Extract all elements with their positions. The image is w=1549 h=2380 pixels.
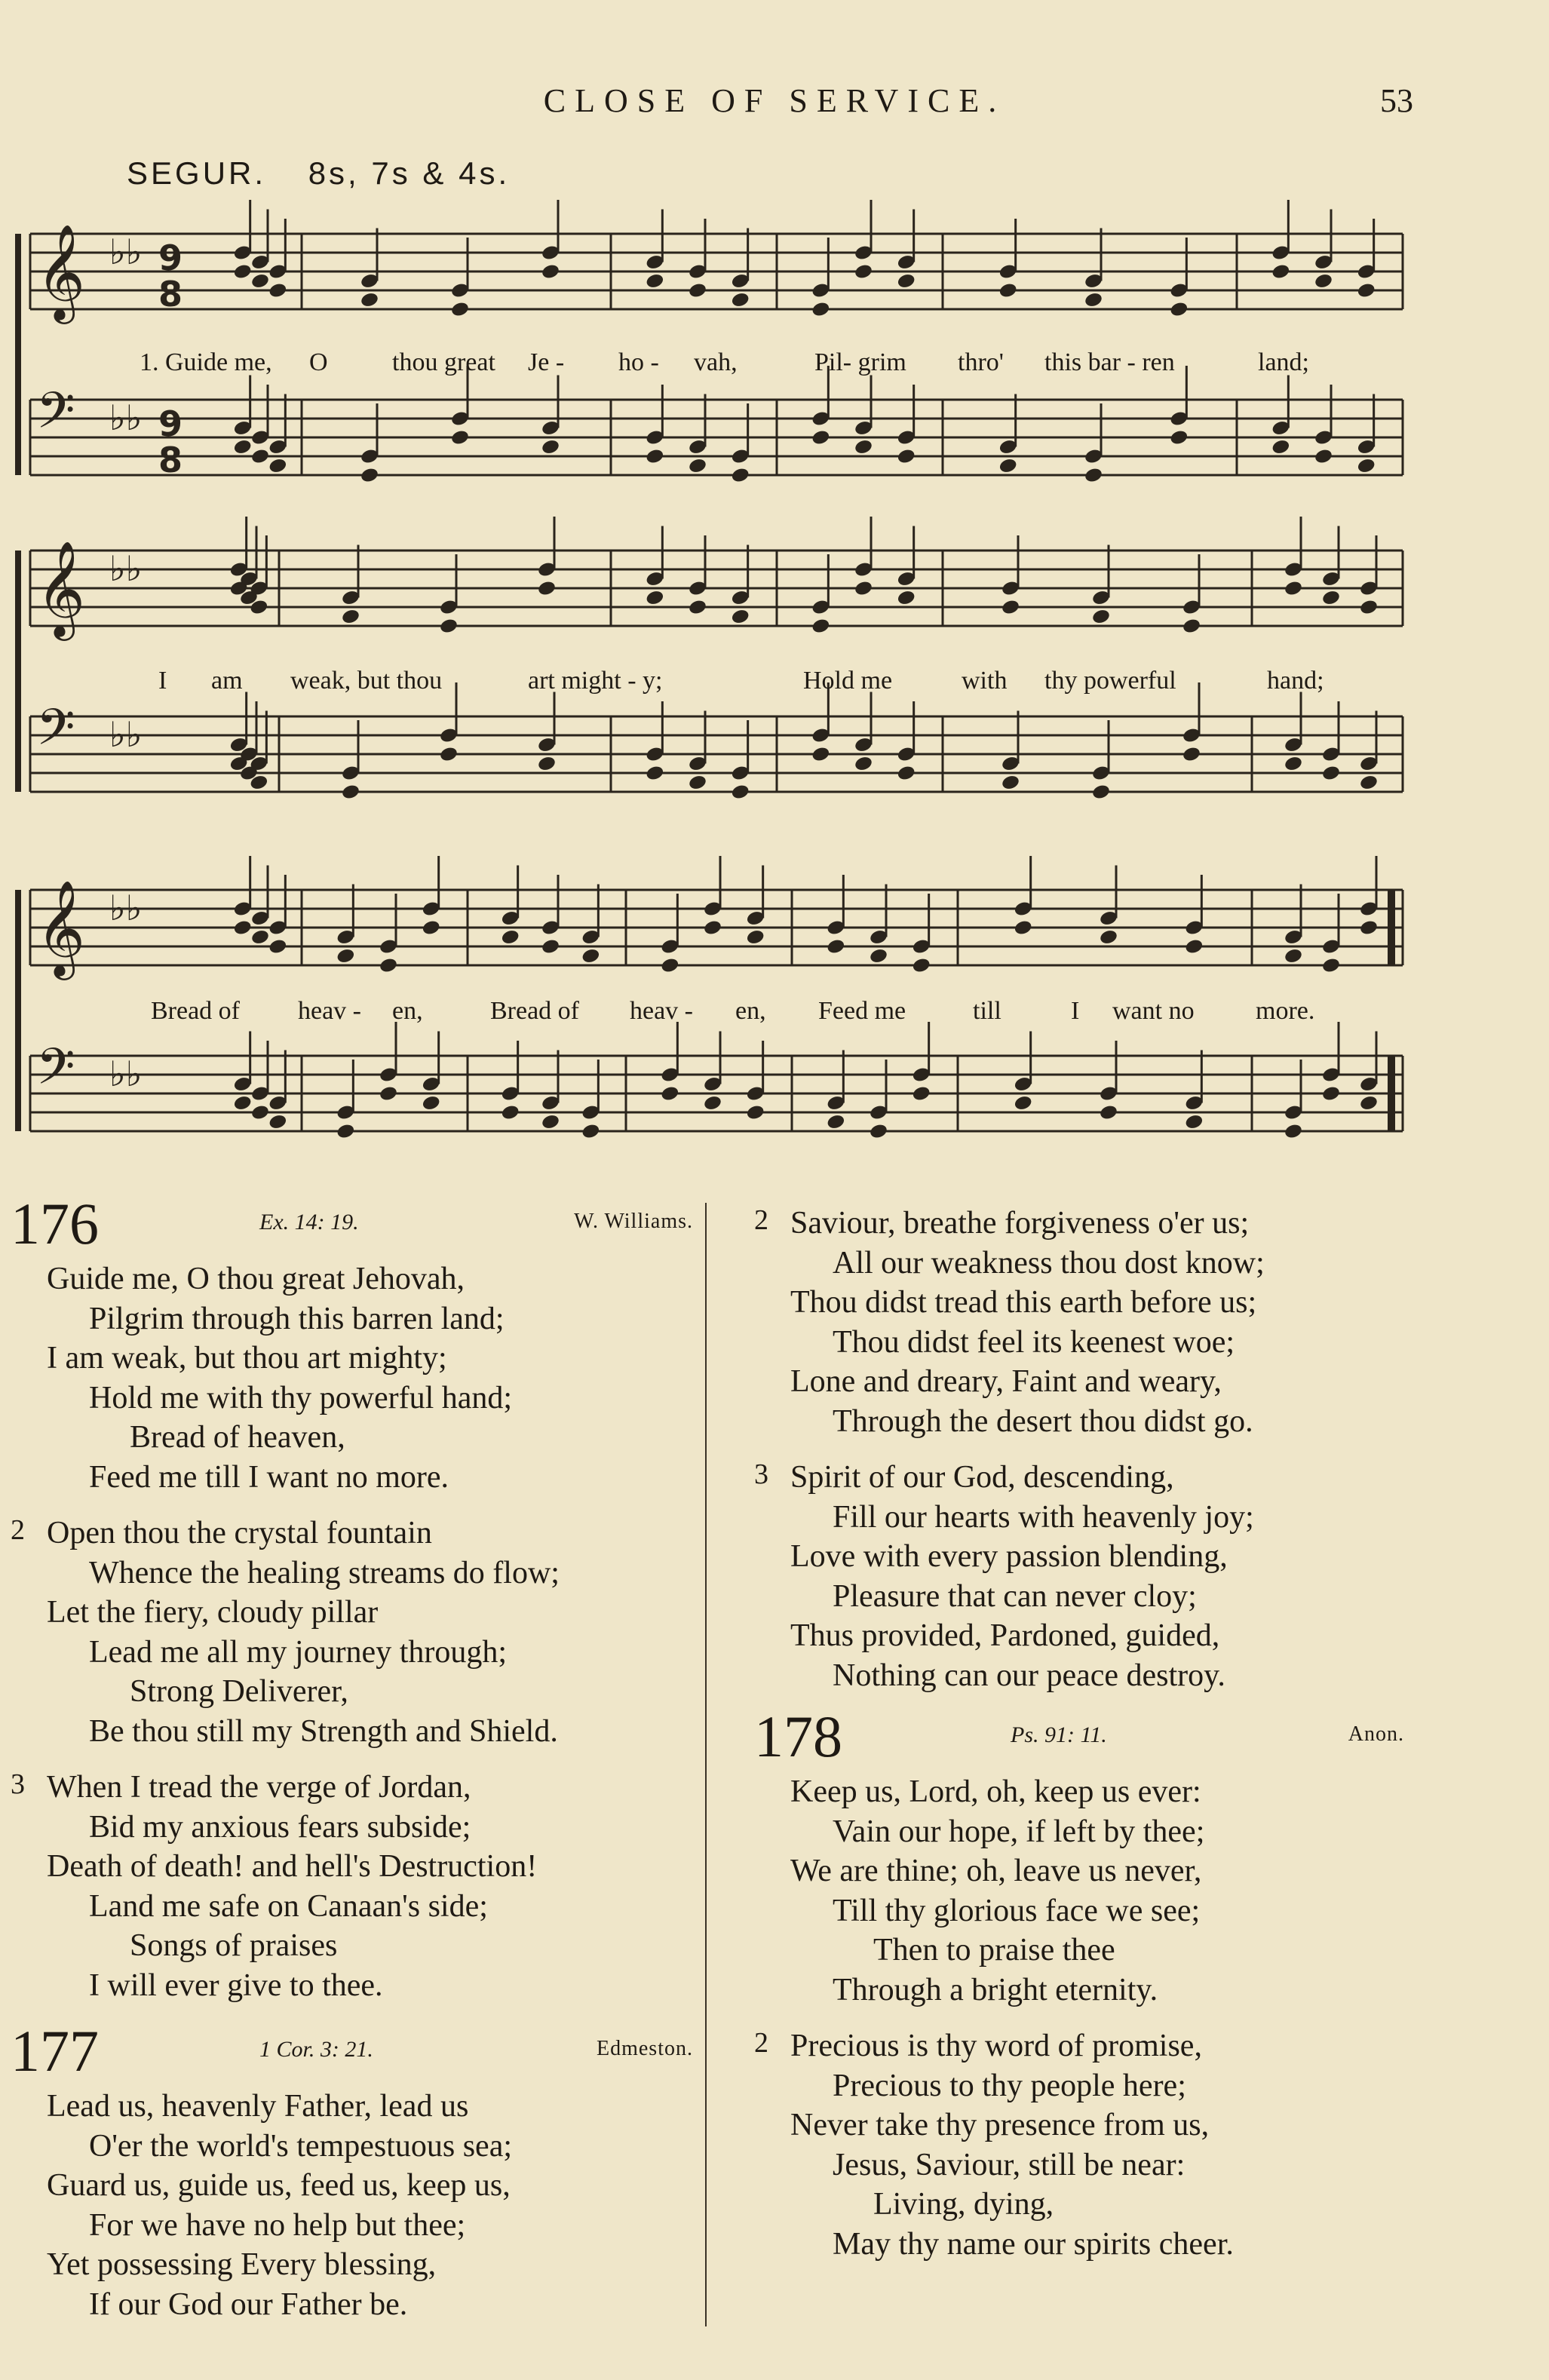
scripture-reference: 1 Cor. 3: 21.: [259, 2037, 373, 2062]
verse-line: Spirit of our God, descending,: [790, 1460, 1174, 1495]
note-head: [1284, 947, 1303, 965]
verse-line: Be thou still my Strength and Shield.: [89, 1713, 558, 1749]
note-head: [1359, 1094, 1379, 1112]
note-head: [537, 755, 557, 772]
note-head: [998, 282, 1018, 299]
bass-clef-icon: 𝄢: [36, 382, 75, 452]
note-head: [645, 448, 664, 465]
lyric-syllable: I: [1071, 997, 1080, 1025]
verse-line: Bid my anxious fears subside;: [89, 1809, 471, 1845]
note-head: [501, 1104, 520, 1121]
final-bar-line: [1388, 890, 1395, 965]
verse-line: Feed me till I want no more.: [89, 1459, 449, 1495]
verse-line: We are thine; oh, leave us never,: [790, 1854, 1202, 1888]
note-head: [854, 755, 873, 772]
verse-line: Death of death! and hell's Destruction!: [47, 1849, 538, 1884]
verse: [11, 1768, 693, 2005]
hymn-number: 177: [11, 2018, 99, 2084]
note-head: [912, 1085, 931, 1103]
verse-line: O'er the world's tempestuous sea;: [89, 2128, 513, 2164]
verse-line: Keep us, Lord, oh, keep us ever:: [790, 1774, 1201, 1809]
lyric-syllable: thro': [958, 348, 1004, 376]
note-head: [688, 282, 707, 299]
verse-line: Whence the healing streams do flow;: [89, 1555, 560, 1590]
note-head: [1014, 919, 1033, 937]
note-head: [541, 938, 560, 955]
lyric-syllable: weak, but thou: [290, 667, 443, 695]
treble-clef-icon: 𝄞: [36, 879, 86, 976]
verse-line: Vain our hope, if left by thee;: [833, 1814, 1205, 1849]
note-head: [660, 1085, 679, 1103]
note-head: [1184, 938, 1204, 955]
verse-line: Open thou the crystal fountain: [47, 1516, 432, 1550]
verse-line: Then to praise thee: [873, 1933, 1115, 1967]
lyric-syllable: Pil- grim: [814, 348, 906, 376]
key-signature-icon: ♭♭: [109, 397, 143, 438]
note-head: [1099, 1104, 1118, 1121]
note-head: [268, 938, 287, 955]
note-head: [645, 765, 664, 782]
verse-number: 2: [754, 1204, 768, 1236]
note-head: [1359, 919, 1379, 937]
verse-line: Through a bright eternity.: [833, 1972, 1158, 2007]
note-head: [688, 599, 707, 616]
lyric-syllable: with: [962, 667, 1008, 695]
note-head: [1359, 774, 1379, 791]
note-head: [250, 928, 270, 946]
note-head: [1321, 1085, 1341, 1103]
verse-line: Through the desert thou didst go.: [833, 1403, 1253, 1439]
verse-line: Nothing can our peace destroy.: [833, 1658, 1225, 1693]
note-head: [379, 957, 398, 974]
note-head: [1091, 784, 1111, 801]
verse: [754, 1772, 1404, 2010]
lyric-row: [0, 348, 1549, 383]
verse-number: 3: [11, 1768, 25, 1800]
hymn-header: [11, 1191, 693, 1259]
note-head: [1321, 957, 1341, 974]
note-head: [731, 291, 750, 308]
note-head: [1084, 291, 1103, 308]
key-signature-icon: ♭♭: [109, 714, 143, 755]
time-signature-icon: 8: [158, 440, 183, 480]
verse-line: Let the fiery, cloudy pillar: [47, 1595, 379, 1630]
lyric-row: [0, 667, 1549, 701]
note-head: [439, 618, 459, 635]
note-head: [826, 938, 845, 955]
lyric-syllable: I: [158, 667, 167, 695]
lyric-syllable: till: [973, 997, 1001, 1025]
note-head: [250, 448, 270, 465]
note-head: [826, 1113, 845, 1130]
note-head: [854, 438, 873, 455]
scripture-reference: Ex. 14: 19.: [259, 1210, 359, 1234]
note-head: [731, 467, 750, 484]
note-head: [688, 457, 707, 474]
verse: [754, 1458, 1404, 1695]
verse-line: When I tread the verge of Jordan,: [47, 1770, 471, 1805]
scripture-reference: Ps. 91: 11.: [1011, 1722, 1107, 1747]
lyric-syllable: heav -: [630, 997, 694, 1025]
verse-line: Living, dying,: [873, 2187, 1054, 2222]
lyric-syllable: more.: [1256, 997, 1315, 1025]
note-head: [537, 580, 557, 597]
lyric-syllable: art might - y;: [528, 667, 663, 695]
key-signature-icon: ♭♭: [109, 548, 143, 589]
verse-line: Pleasure that can never cloy;: [833, 1578, 1197, 1614]
note-head: [581, 1123, 600, 1140]
note-head: [233, 438, 253, 455]
key-signature-icon: ♭♭: [109, 1054, 143, 1094]
lyric-syllable: Bread of: [151, 997, 241, 1025]
left-column: [11, 1191, 693, 2341]
page-number: 53: [1380, 82, 1413, 119]
lyric-row: [0, 997, 1549, 1032]
verse-line: All our weakness thou dost know;: [833, 1245, 1265, 1280]
verse-line: Hold me with thy powerful hand;: [89, 1380, 513, 1415]
note-head: [341, 608, 360, 625]
note-head: [439, 746, 459, 763]
note-head: [897, 448, 916, 465]
note-head: [336, 947, 355, 965]
verse-line: Guard us, guide us, feed us, keep us,: [47, 2168, 511, 2203]
note-head: [336, 1123, 355, 1140]
lyric-syllable: vah,: [694, 348, 738, 376]
lyric-syllable: O: [309, 348, 328, 376]
lyric-syllable: ho -: [618, 348, 659, 376]
time-signature-icon: 8: [158, 274, 183, 314]
note-head: [501, 928, 520, 946]
verse-line: Lone and dreary, Faint and weary,: [790, 1364, 1222, 1399]
verse-line: May thy name our spirits cheer.: [833, 2226, 1234, 2262]
note-head: [854, 580, 873, 597]
verse-line: Strong Deliverer,: [130, 1674, 348, 1709]
note-head: [541, 263, 560, 281]
verse-line: Bread of heaven,: [130, 1420, 345, 1455]
note-head: [912, 957, 931, 974]
verse: [754, 2026, 1404, 2264]
note-head: [1271, 438, 1290, 455]
verse-line: Love with every passion blending,: [790, 1539, 1228, 1574]
lyric-syllable: Feed me: [818, 997, 906, 1025]
note-head: [660, 957, 679, 974]
note-head: [869, 1123, 888, 1140]
note-head: [233, 1094, 253, 1112]
note-head: [1001, 774, 1020, 791]
verse-line: Precious to thy people here;: [833, 2068, 1186, 2103]
verse-number: 2: [11, 1514, 25, 1546]
verse-line: Lead me all my journey through;: [89, 1634, 508, 1670]
verse-line: Yet possessing Every blessing,: [47, 2247, 437, 2282]
time-signature-icon: 9: [158, 238, 183, 278]
tune-meter: 8s, 7s & 4s.: [308, 155, 511, 191]
note-head: [1284, 580, 1303, 597]
verse-line: Pilgrim through this barren land;: [89, 1301, 505, 1336]
bass-clef-icon: 𝄢: [36, 698, 75, 768]
hymn-author: Edmeston.: [597, 2037, 693, 2060]
note-head: [897, 272, 916, 290]
lyric-syllable: Je -: [528, 348, 565, 376]
note-head: [341, 784, 360, 801]
verse: [11, 1514, 693, 1751]
verse-line: Thus provided, Pardoned, guided,: [790, 1618, 1220, 1653]
note-head: [998, 457, 1018, 474]
note-head: [1014, 1094, 1033, 1112]
note-head: [1359, 599, 1379, 616]
note-head: [233, 919, 253, 937]
hymn-header: [754, 1704, 1404, 1772]
lyric-syllable: land;: [1258, 348, 1309, 376]
lyric-syllable: en,: [735, 997, 766, 1025]
verse-line: Land me safe on Canaan's side;: [89, 1888, 488, 1924]
note-head: [703, 1094, 722, 1112]
bass-clef-icon: 𝄢: [36, 1038, 75, 1108]
note-head: [811, 429, 830, 446]
note-head: [1284, 1123, 1303, 1140]
note-head: [450, 301, 470, 318]
treble-clef-icon: 𝄞: [36, 223, 86, 320]
verse-line: Lead us, heavenly Father, lead us: [47, 2089, 469, 2124]
verse-line: Jesus, Saviour, still be near:: [833, 2147, 1186, 2182]
note-head: [1169, 429, 1189, 446]
lyric-syllable: en,: [392, 997, 423, 1025]
note-head: [1357, 457, 1376, 474]
lyric-syllable: Bread of: [490, 997, 580, 1025]
treble-clef-icon: 𝄞: [36, 540, 86, 636]
lyric-syllable: this bar - ren: [1044, 348, 1175, 376]
note-head: [581, 947, 600, 965]
note-head: [1182, 618, 1201, 635]
note-head: [268, 457, 287, 474]
verse-line: I will ever give to thee.: [89, 1967, 383, 2003]
note-head: [869, 947, 888, 965]
hymn-number: 178: [754, 1704, 842, 1769]
note-head: [1321, 765, 1341, 782]
note-head: [645, 589, 664, 606]
note-head: [1321, 589, 1341, 606]
verse-number: 3: [754, 1458, 768, 1490]
note-head: [1284, 755, 1303, 772]
lyric-syllable: thy powerful: [1044, 667, 1176, 695]
note-head: [811, 746, 830, 763]
note-head: [268, 282, 287, 299]
lyric-syllable: hand;: [1267, 667, 1324, 695]
note-head: [250, 1104, 270, 1121]
note-head: [1001, 599, 1020, 616]
note-head: [703, 919, 722, 937]
note-head: [897, 589, 916, 606]
note-head: [360, 467, 379, 484]
hymn-author: Anon.: [1348, 1722, 1404, 1746]
note-head: [1314, 272, 1333, 290]
final-bar-line: [1388, 1056, 1395, 1131]
note-head: [731, 608, 750, 625]
note-head: [897, 765, 916, 782]
note-head: [541, 1113, 560, 1130]
verse-line: Never take thy presence from us,: [790, 2108, 1210, 2142]
note-head: [811, 301, 830, 318]
note-head: [379, 1085, 398, 1103]
running-head: CLOSE OF SERVICE.: [543, 82, 1006, 119]
note-head: [422, 1094, 441, 1112]
verse-line: Saviour, breathe forgiveness o'er us;: [790, 1206, 1250, 1241]
verse-line: I am weak, but thou art mighty;: [47, 1341, 447, 1376]
note-head: [541, 438, 560, 455]
verse: [11, 1259, 693, 1497]
note-head: [422, 919, 441, 937]
verse-line: Fill our hearts with heavenly joy;: [833, 1499, 1254, 1535]
hymn-number: 176: [11, 1191, 99, 1256]
verse-line: Thou didst tread this earth before us;: [790, 1285, 1257, 1320]
note-head: [1271, 263, 1290, 281]
note-head: [746, 1104, 765, 1121]
verse-line: Precious is thy word of promise,: [790, 2029, 1202, 2063]
verse-line: For we have no help but thee;: [89, 2207, 466, 2243]
note-head: [1084, 467, 1103, 484]
note-head: [450, 429, 470, 446]
verse-number: 2: [754, 2027, 768, 2059]
note-head: [731, 784, 750, 801]
note-head: [250, 272, 270, 290]
note-head: [1099, 928, 1118, 946]
note-head: [1357, 282, 1376, 299]
verse: [11, 2087, 693, 2324]
lyric-syllable: heav -: [298, 997, 362, 1025]
note-head: [233, 263, 253, 281]
lyric-syllable: am: [211, 667, 243, 695]
note-head: [688, 774, 707, 791]
verse-line: Guide me, O thou great Jehovah,: [47, 1262, 465, 1296]
note-head: [746, 928, 765, 946]
note-head: [360, 291, 379, 308]
column-divider: [705, 1203, 707, 2326]
verse-line: Songs of praises: [130, 1928, 338, 1963]
key-signature-icon: ♭♭: [109, 232, 143, 272]
note-head: [1184, 1113, 1204, 1130]
note-head: [854, 263, 873, 281]
note-head: [1169, 301, 1189, 318]
note-head: [1182, 746, 1201, 763]
verse: [754, 1204, 1404, 1441]
lyric-syllable: Hold me: [803, 667, 893, 695]
note-head: [268, 1113, 287, 1130]
note-head: [1314, 448, 1333, 465]
hymn-header: [11, 2018, 693, 2087]
key-signature-icon: ♭♭: [109, 888, 143, 928]
hymn-author: W. Williams.: [574, 1210, 693, 1233]
lyric-syllable: 1. Guide me,: [140, 348, 272, 376]
verse-line: If our God our Father be.: [89, 2286, 408, 2322]
note-head: [645, 272, 664, 290]
right-column: [754, 1204, 1404, 2280]
verse-line: Thou didst feel its keenest woe;: [833, 1324, 1235, 1360]
note-head: [1091, 608, 1111, 625]
time-signature-icon: 9: [158, 403, 183, 444]
lyric-syllable: want no: [1112, 997, 1195, 1025]
tune-name: SEGUR.: [127, 155, 267, 191]
verse-line: Till thy glorious face we see;: [833, 1893, 1201, 1928]
note-head: [811, 618, 830, 635]
lyric-syllable: thou great: [392, 348, 495, 376]
